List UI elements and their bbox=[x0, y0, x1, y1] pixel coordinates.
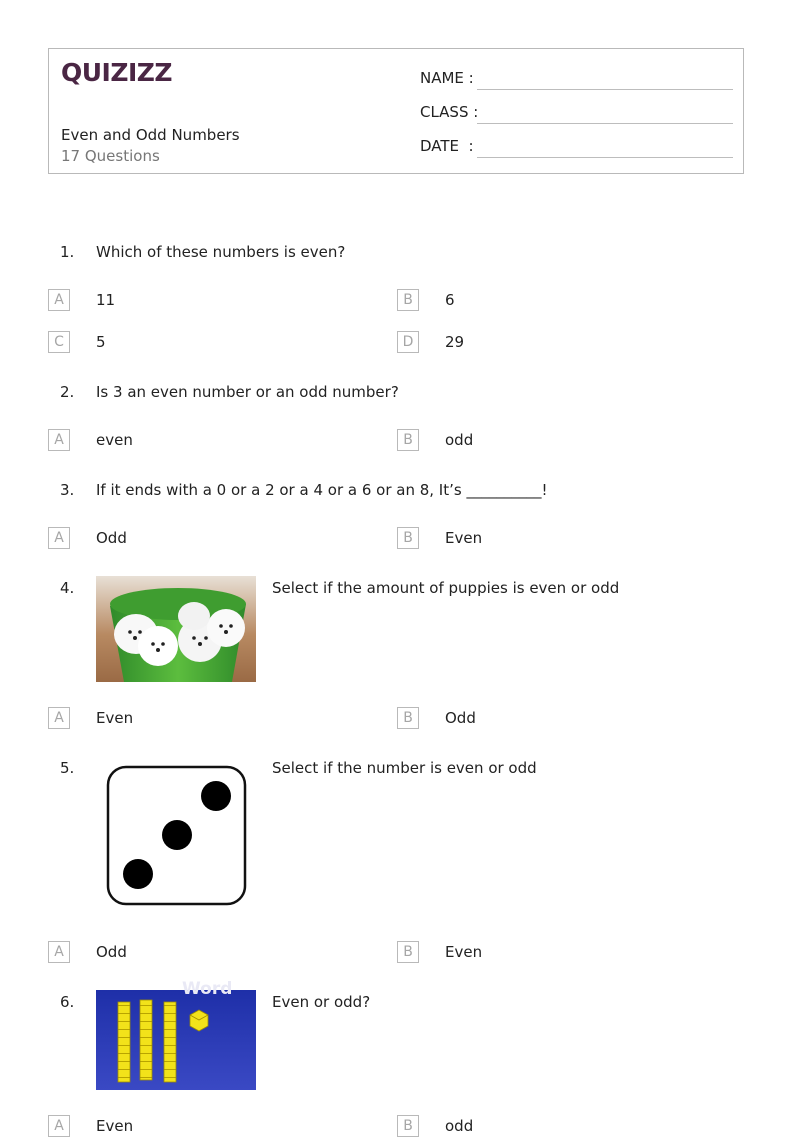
name-label: NAME : bbox=[420, 69, 474, 87]
option-letter-box[interactable]: B bbox=[397, 707, 419, 729]
question-text: If it ends with a 0 or a 2 or a 4 or a 6 or an 8, It’s __________! bbox=[96, 481, 548, 499]
date-line[interactable] bbox=[477, 157, 733, 158]
question-number: 3. bbox=[60, 481, 75, 499]
option-text: Odd bbox=[96, 529, 127, 547]
question-number: 4. bbox=[60, 579, 75, 597]
option-letter-box[interactable]: B bbox=[397, 527, 419, 549]
option-text: Odd bbox=[96, 943, 127, 961]
question-text: Which of these numbers is even? bbox=[96, 243, 346, 261]
question-text: Is 3 an even number or an odd number? bbox=[96, 383, 399, 401]
base-ten-blocks-illustration bbox=[96, 979, 256, 1090]
option-text: 29 bbox=[445, 333, 465, 351]
option-letter-box[interactable]: A bbox=[48, 941, 70, 963]
die-dot bbox=[123, 859, 153, 889]
date-field[interactable] bbox=[420, 134, 733, 158]
question-number: 2. bbox=[60, 383, 75, 401]
question-number: 6. bbox=[60, 993, 75, 1011]
option-letter-box[interactable]: D bbox=[397, 331, 419, 353]
option-text: 6 bbox=[445, 291, 455, 309]
option-text: Even bbox=[96, 709, 134, 727]
class-line[interactable] bbox=[477, 123, 733, 124]
option-letter-box[interactable]: A bbox=[48, 289, 70, 311]
option-letter-box[interactable]: A bbox=[48, 527, 70, 549]
option-text: even bbox=[96, 431, 133, 449]
die-image bbox=[96, 756, 256, 916]
base-ten-blocks-image bbox=[96, 979, 256, 1090]
option-letter-box[interactable]: B bbox=[397, 429, 419, 451]
option-text: Even bbox=[445, 943, 483, 961]
die-three-dots-illustration bbox=[96, 756, 256, 916]
ten-rod bbox=[118, 1002, 130, 1082]
option-text: 11 bbox=[96, 291, 116, 309]
question-number: 5. bbox=[60, 759, 75, 777]
option-letter-box[interactable]: A bbox=[48, 429, 70, 451]
option-text: odd bbox=[445, 1117, 474, 1135]
question-text: Select if the number is even or odd bbox=[272, 759, 537, 777]
image-caption: Word bbox=[182, 979, 233, 999]
die-dot bbox=[162, 820, 192, 850]
question-text: Select if the amount of puppies is even or odd bbox=[272, 579, 620, 597]
question-text: Even or odd? bbox=[272, 993, 371, 1011]
option-letter-box[interactable]: B bbox=[397, 1115, 419, 1137]
option-letter-box[interactable]: A bbox=[48, 707, 70, 729]
class-field[interactable] bbox=[420, 100, 733, 124]
die-dot bbox=[201, 781, 231, 811]
option-text: Even bbox=[96, 1117, 134, 1135]
name-line[interactable] bbox=[477, 89, 733, 90]
ten-rod bbox=[140, 1000, 152, 1080]
ten-rod bbox=[164, 1002, 176, 1082]
option-text: odd bbox=[445, 431, 474, 449]
quiz-title: Even and Odd Numbers bbox=[61, 126, 240, 144]
option-text: 5 bbox=[96, 333, 106, 351]
unit-cube bbox=[190, 1010, 208, 1031]
option-letter-box[interactable]: A bbox=[48, 1115, 70, 1137]
option-letter-box[interactable]: B bbox=[397, 289, 419, 311]
option-letter-box[interactable]: B bbox=[397, 941, 419, 963]
date-label: DATE : bbox=[420, 137, 474, 155]
option-letter-box[interactable]: C bbox=[48, 331, 70, 353]
class-label: CLASS : bbox=[420, 103, 479, 121]
option-text: Even bbox=[445, 529, 483, 547]
puppies-in-bucket-illustration bbox=[96, 576, 256, 682]
option-text: Odd bbox=[445, 709, 476, 727]
question-number: 1. bbox=[60, 243, 75, 261]
quizizz-logo: QUIZIZZ bbox=[61, 58, 173, 87]
puppies-image bbox=[96, 576, 256, 682]
worksheet-header bbox=[48, 48, 744, 174]
name-field[interactable] bbox=[420, 66, 733, 90]
question-count: 17 Questions bbox=[61, 147, 160, 165]
